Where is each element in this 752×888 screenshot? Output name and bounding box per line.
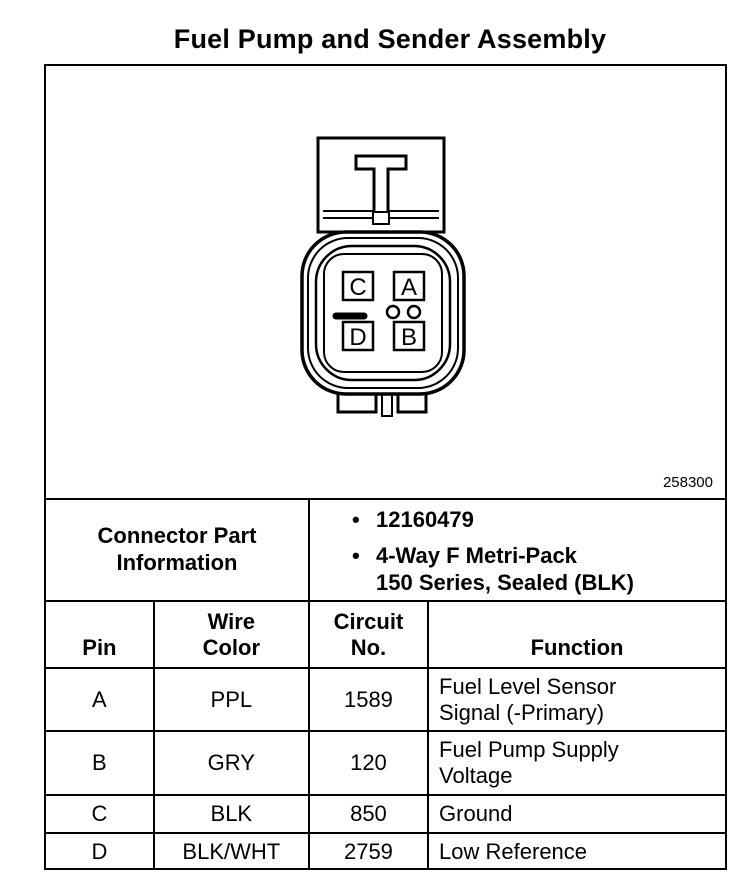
cell-function: Ground xyxy=(428,795,725,833)
connector-info-row xyxy=(46,498,725,602)
page-title: Fuel Pump and Sender Assembly xyxy=(173,24,607,54)
header-function: Function xyxy=(428,600,725,668)
table-header-row xyxy=(46,600,725,668)
cell-pin: B xyxy=(46,731,154,795)
bullet-marker: • xyxy=(352,507,360,532)
cell-wire: PPL xyxy=(154,668,309,731)
cell-pin: C xyxy=(46,795,154,833)
connector-diagram xyxy=(46,66,725,500)
table-row xyxy=(46,795,725,833)
connector-info-list xyxy=(310,498,725,600)
cell-pin: A xyxy=(46,668,154,731)
header-wire-color: Wire Color xyxy=(154,600,309,668)
connector-info-label-line2: Information xyxy=(116,550,238,575)
part-number: 12160479 xyxy=(376,507,474,532)
connector-series: 150 Series, Sealed (BLK) xyxy=(376,570,635,595)
header-pin: Pin xyxy=(46,600,154,668)
pin-label-a: A xyxy=(400,274,418,301)
pin-label-d: D xyxy=(349,324,367,351)
table-row xyxy=(46,668,725,731)
cell-function: Low Reference xyxy=(428,833,725,870)
cell-pin: D xyxy=(46,833,154,870)
cell-circuit: 850 xyxy=(309,795,428,833)
cell-circuit: 120 xyxy=(309,731,428,795)
header-circuit: Circuit No. xyxy=(309,600,428,668)
connector-drawing xyxy=(46,66,725,498)
table-row xyxy=(46,731,725,795)
connector-type: 4-Way F Metri-Pack xyxy=(376,543,577,568)
connector-info-label-line1: Connector Part xyxy=(97,523,257,548)
pin-label-c: C xyxy=(349,274,367,301)
pinout-table xyxy=(46,600,725,870)
cell-wire: BLK/WHT xyxy=(154,833,309,870)
table-row xyxy=(46,833,725,870)
pin-label-b: B xyxy=(400,324,418,351)
cell-circuit: 2759 xyxy=(309,833,428,870)
cell-wire: BLK xyxy=(154,795,309,833)
cell-function: Fuel Pump Supply Voltage xyxy=(428,731,725,795)
connector-info-label xyxy=(46,498,310,600)
connector-frame xyxy=(44,64,727,870)
cell-function: Fuel Level Sensor Signal (-Primary) xyxy=(428,668,725,731)
bullet-marker: • xyxy=(352,543,360,568)
cell-wire: GRY xyxy=(154,731,309,795)
cell-circuit: 1589 xyxy=(309,668,428,731)
figure-number: 258300 xyxy=(662,474,713,491)
